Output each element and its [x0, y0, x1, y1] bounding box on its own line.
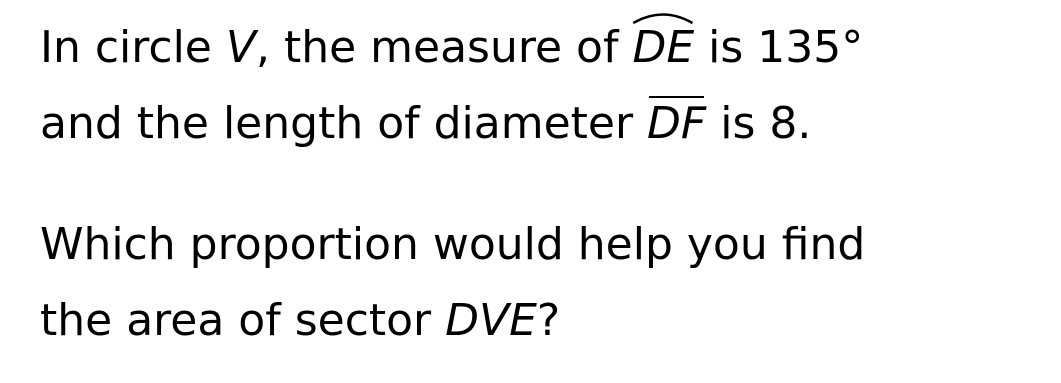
- line1-middle: , the measure of: [255, 22, 633, 73]
- sector-name: DVE: [445, 295, 537, 346]
- arc-notation: [632, 22, 694, 74]
- line1-suffix: is 135°: [694, 22, 864, 73]
- line1-prefix: In circle: [40, 22, 226, 73]
- segment-overline: [649, 96, 704, 98]
- diameter-name: DF: [647, 98, 707, 149]
- problem-line-2: [40, 98, 811, 150]
- line4-suffix: ?: [536, 295, 561, 346]
- question-line-2: [40, 295, 560, 347]
- question-line-1: Which proportion would help you find: [40, 219, 866, 270]
- line2-prefix: and the length of diameter: [40, 98, 648, 149]
- problem-line-1: [40, 22, 863, 74]
- line2-suffix: is 8.: [706, 98, 812, 149]
- circle-name: V: [225, 22, 256, 73]
- arc-symbol: [632, 10, 694, 24]
- line4-prefix: the area of sector: [40, 295, 446, 346]
- segment-notation: [647, 98, 706, 150]
- arc-name: DE: [632, 22, 695, 73]
